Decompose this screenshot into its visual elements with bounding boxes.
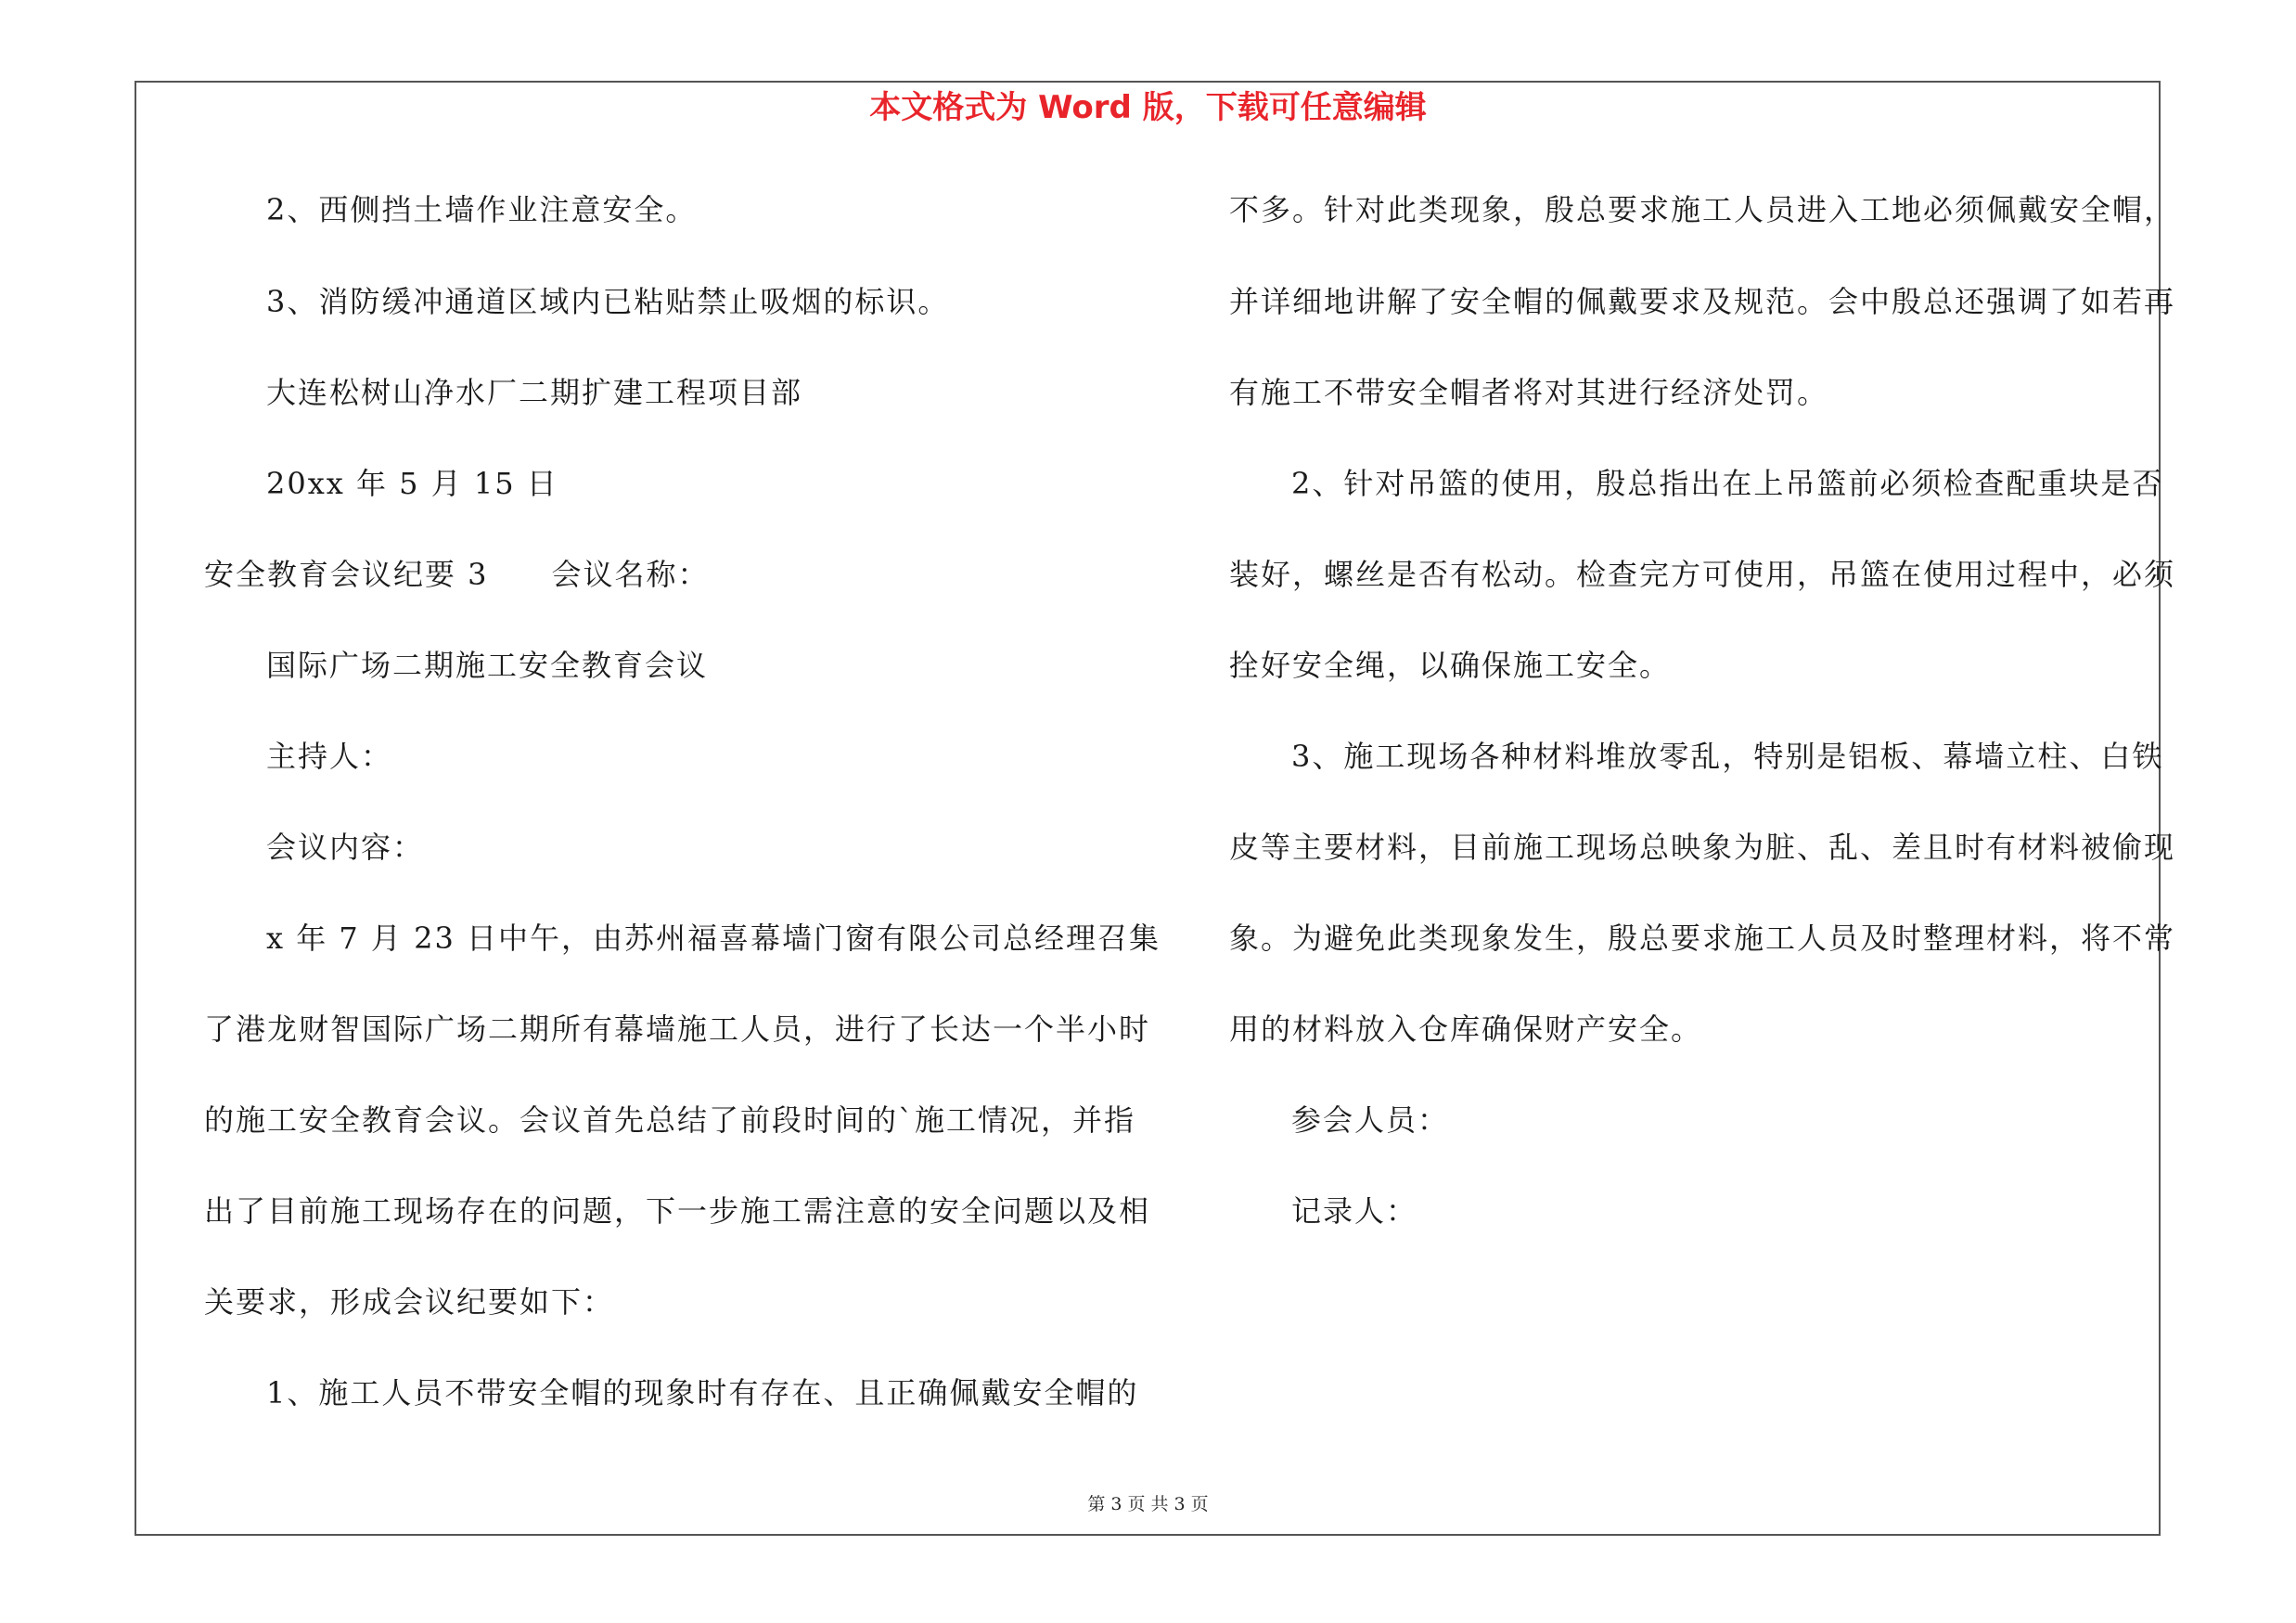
- paragraph-line: 3、施工现场各种材料堆放零乱，特别是铝板、幕墙立柱、白铁: [1291, 739, 2164, 774]
- document-banner: 本文格式为 Word 版，下载可任意编辑: [869, 89, 1427, 126]
- paragraph-line: 皮等主要材料，目前施工现场总映象为脏、乱、差且时有材料被偷现: [1229, 830, 2176, 865]
- paragraph-line: 出了目前施工现场存在的问题，下一步施工需注意的安全问题以及相: [204, 1193, 1151, 1229]
- paragraph-line: 3、消防缓冲通道区域内已粘贴禁止吸烟的标识。: [266, 284, 950, 319]
- page-number: 第 3 页 共 3 页: [1087, 1494, 1209, 1514]
- paragraph-line: 用的材料放入仓库确保财产安全。: [1229, 1011, 1703, 1047]
- paragraph-line: 20xx 年 5 月 15 日: [266, 466, 558, 501]
- paragraph-line: 安全教育会议纪要 3 会议名称：: [204, 557, 710, 592]
- paragraph-line: 了港龙财智国际广场二期所有幕墙施工人员，进行了长达一个半小时: [204, 1011, 1151, 1047]
- paragraph-line: 记录人：: [1291, 1193, 1418, 1229]
- paragraph-line: 拴好安全绳，以确保施工安全。: [1229, 648, 1672, 683]
- paragraph-line: 主持人：: [266, 739, 393, 774]
- paragraph-line: 的施工安全教育会议。会议首先总结了前段时间的`施工情况，并指: [204, 1102, 1136, 1138]
- paragraph-line: 国际广场二期施工安全教育会议: [266, 648, 709, 683]
- paragraph-line: 并详细地讲解了安全帽的佩戴要求及规范。会中殷总还强调了如若再: [1229, 284, 2176, 319]
- paragraph-line: 关要求，形成会议纪要如下：: [204, 1284, 615, 1320]
- paragraph-line: x 年 7 月 23 日中午，由苏州福喜幕墙门窗有限公司总经理召集: [266, 921, 1161, 956]
- paragraph-line: 不多。针对此类现象，殷总要求施工人员进入工地必须佩戴安全帽，: [1229, 192, 2176, 227]
- paragraph-line: 象。为避免此类现象发生，殷总要求施工人员及时整理材料，将不常: [1229, 921, 2176, 956]
- paragraph-line: 参会人员：: [1291, 1102, 1450, 1138]
- paragraph-line: 会议内容：: [266, 830, 425, 865]
- paragraph-line: 2、针对吊篮的使用，殷总指出在上吊篮前必须检查配重块是否: [1291, 466, 2164, 501]
- paragraph-line: 有施工不带安全帽者将对其进行经济处罚。: [1229, 375, 1829, 410]
- paragraph-line: 装好，螺丝是否有松动。检查完方可使用，吊篮在使用过程中，必须: [1229, 557, 2176, 592]
- paragraph-line: 大连松树山净水厂二期扩建工程项目部: [266, 375, 803, 410]
- paragraph-line: 2、西侧挡土墙作业注意安全。: [266, 192, 698, 227]
- paragraph-line: 1、施工人员不带安全帽的现象时有存在、且正确佩戴安全帽的: [266, 1375, 1139, 1410]
